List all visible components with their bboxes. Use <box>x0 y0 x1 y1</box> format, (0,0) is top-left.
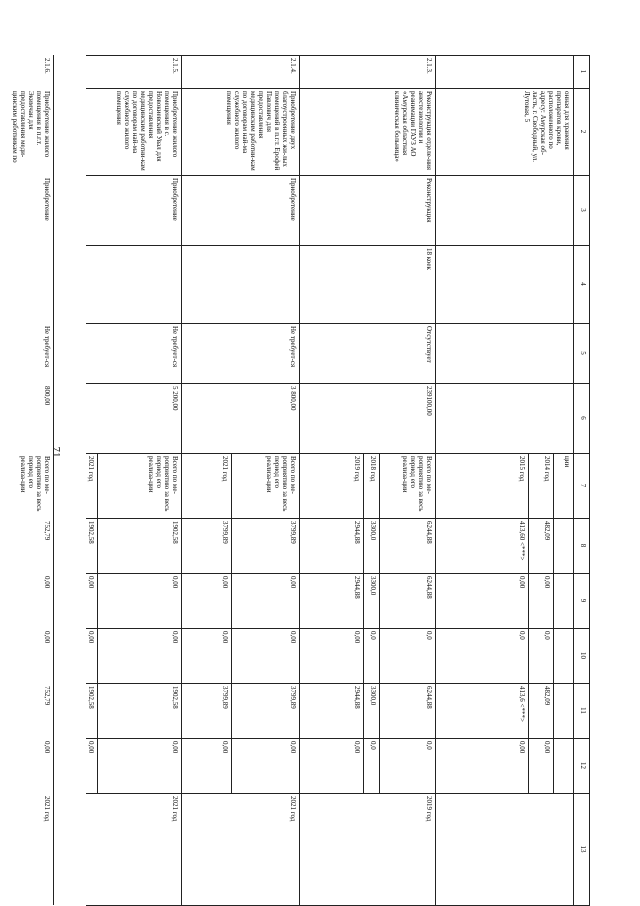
column-divider <box>86 518 590 519</box>
cell-period: 2019 год <box>353 456 361 482</box>
page-number: 71 <box>50 446 62 458</box>
cell-cost-est: 800,00 <box>43 386 51 406</box>
cell-v11 <box>557 686 571 735</box>
cell-v10: 0,00 <box>221 631 229 644</box>
cell-name: Приобретение жилого помещения в п.г.т. Экимчан для предоставления меди-цинским работникам по <box>11 91 51 163</box>
cell-num: 2.1.5. <box>171 58 179 74</box>
column-header: 3 <box>579 208 587 212</box>
cell-v12: 0,00 <box>171 741 179 754</box>
cell-period: Всего по ме-роприятию за весь период его реализа-ции <box>265 456 297 512</box>
cell-power <box>185 248 297 320</box>
subrow-divider <box>553 453 554 793</box>
column-divider <box>86 738 590 739</box>
cell-v13: 2019 год <box>425 796 433 822</box>
cell-v10: 0,0 <box>425 631 433 640</box>
cell-num: 2.1.4. <box>289 58 297 74</box>
table-border-top <box>589 55 590 905</box>
cell-kind: Приобретение <box>289 178 297 221</box>
subrow-divider <box>379 453 380 793</box>
cell-v9 <box>557 576 571 625</box>
cell-v12 <box>557 741 571 790</box>
cell-kind: Приобретение <box>171 178 179 221</box>
cell-v8: 3799,89 <box>221 521 229 544</box>
cell-cost-est: 239100,00 <box>425 386 433 416</box>
subrow-divider <box>97 453 98 793</box>
column-header: 4 <box>579 282 587 286</box>
cell-v13 <box>532 796 551 902</box>
cell-v9: 0,00 <box>543 576 551 589</box>
column-divider <box>86 88 590 89</box>
cell-v10: 0,00 <box>353 631 361 644</box>
cell-num: 2.1.3. <box>425 58 433 74</box>
cell-v10: 0,00 <box>87 631 95 644</box>
cell-v11: 1902,58 <box>87 686 95 709</box>
row-divider <box>53 55 54 905</box>
cell-power: 18 коек <box>425 248 433 270</box>
cell-v9: 0,00 <box>87 576 95 589</box>
cell-v13 <box>351 796 361 902</box>
cell-v10: 0,0 <box>543 631 551 640</box>
cell-v8: 413,60 <***> <box>518 521 526 561</box>
cell-name: Реконструкция отделе-ния анестезиологии и реанимации ГАУЗ АО «Амурская областная клиническая больница» <box>393 91 433 170</box>
column-header: 13 <box>579 845 587 853</box>
subrow-divider <box>363 453 364 793</box>
cell-name: Приобретение двух благоустроенных жи-лых помещений в п.г.т. Ерофей Павлович для предоставления медицинским работни-кам по договорам най-ма служебного жилого помещения <box>225 91 297 171</box>
cell-v12: 0,0 <box>369 741 377 750</box>
cell-num <box>439 58 571 85</box>
cell-v9: 2944,88 <box>353 576 361 599</box>
column-divider <box>86 453 590 454</box>
cell-v9: 0,00 <box>518 576 526 589</box>
cell-v9: 0,00 <box>43 576 51 589</box>
cell-v9: 3300,0 <box>369 576 377 596</box>
cell-power <box>89 248 179 320</box>
column-header: 7 <box>579 483 587 488</box>
cell-v12: 0,00 <box>87 741 95 754</box>
column-header: 5 <box>579 351 587 355</box>
cell-v11: 413,6 <***> <box>518 686 526 722</box>
column-divider <box>86 323 590 324</box>
row-divider <box>299 55 300 905</box>
cell-period: ции <box>563 456 571 468</box>
cell-cost-doc: Отсутствует <box>425 326 433 363</box>
cell-period: 2021 год <box>87 456 95 482</box>
cell-v13 <box>557 796 571 902</box>
cell-v9: 0,00 <box>221 576 229 589</box>
column-divider <box>86 383 590 384</box>
cell-v10: 0,00 <box>289 631 297 644</box>
cell-v13 <box>89 796 95 902</box>
cell-v12: 0,00 <box>518 741 526 754</box>
column-divider <box>86 793 590 794</box>
cell-period: 2018 год <box>369 456 377 482</box>
cell-v12: 0,00 <box>221 741 229 754</box>
cell-v13: 2021 год <box>289 796 297 822</box>
cell-v12: 0,00 <box>353 741 361 754</box>
cell-v8: 3799,89 <box>289 521 297 544</box>
cell-kind <box>439 178 571 242</box>
column-header: 10 <box>579 652 587 659</box>
cell-period: Всего по ме-роприятию за весь период его реализа-ции <box>147 456 179 512</box>
cell-kind: Приобретение <box>43 178 51 221</box>
cell-cost-doc: Не требует-ся <box>289 326 297 368</box>
cell-v11: 752,79 <box>43 686 51 706</box>
cell-v8: 482,09 <box>543 521 551 541</box>
cell-v9: 0,00 <box>289 576 297 589</box>
cell-cost-est: 5 200,00 <box>171 386 179 411</box>
cell-v13 <box>503 796 526 902</box>
cell-v12: 0,00 <box>43 741 51 754</box>
column-header: 2 <box>579 129 587 134</box>
cell-cost-doc <box>439 326 571 380</box>
cell-v11: 482,09 <box>543 686 551 706</box>
subrow-divider <box>231 453 232 793</box>
cell-period: Всего по ме-роприятию за весь период его реализа-ции <box>19 456 51 512</box>
cell-v12: 0,0 <box>425 741 433 750</box>
row-divider <box>181 55 182 905</box>
cell-v11: 3300,0 <box>369 686 377 706</box>
column-divider <box>86 628 590 629</box>
column-header: 12 <box>579 762 587 769</box>
cell-name: онная для хранения препаратов крови, расположенного по адресу: Амурская об-ласть, г. Свободный, ул. Лутовая, 5 <box>523 91 571 163</box>
cell-period: Всего по ме-роприятию за весь период его реализа-ции <box>401 456 433 512</box>
column-header: 6 <box>579 416 587 420</box>
cell-v12: 0,00 <box>289 741 297 754</box>
cell-v8: 2944,88 <box>353 521 361 544</box>
cell-v8: 1902,58 <box>171 521 179 544</box>
column-header: 1 <box>579 69 587 74</box>
cell-v13: 2021 год <box>171 796 179 822</box>
column-header: 8 <box>579 543 587 548</box>
cell-v11: 3799,89 <box>289 686 297 709</box>
cell-cost-est: 3 800,00 <box>289 386 297 411</box>
cell-v11: 6244,88 <box>425 686 433 709</box>
column-divider <box>86 55 590 56</box>
column-divider <box>86 683 590 684</box>
cell-v12: 0,00 <box>543 741 551 754</box>
cell-v10: 0,0 <box>518 631 526 640</box>
cell-v11: 3799,89 <box>221 686 229 709</box>
column-divider <box>86 175 590 176</box>
cell-cost-doc: Не требует-ся <box>171 326 179 368</box>
cell-v11: 1902,58 <box>171 686 179 709</box>
cell-v10: 0,0 <box>369 631 377 640</box>
cell-period: 2021 год <box>221 456 229 482</box>
cell-num: 2.1.6. <box>43 58 51 74</box>
subrow-divider <box>528 453 529 793</box>
cell-v10 <box>557 631 571 680</box>
cell-v13: 2021 год <box>43 796 51 822</box>
cell-power <box>439 248 571 320</box>
cell-period: 2014 год <box>543 456 551 482</box>
cell-v9: 0,00 <box>171 576 179 589</box>
column-header: 9 <box>579 598 587 603</box>
cell-name: Приобретение жилого помещения в с. Новокиевский Увал для предоставления медицинским работни-кам по договорам най-ма служебного жилого помещения <box>115 91 179 171</box>
cell-v11: 2944,88 <box>353 686 361 709</box>
cell-period: 2015 год <box>518 456 526 482</box>
cell-v8: 1902,58 <box>87 521 95 544</box>
cell-v8: 3300,0 <box>369 521 377 541</box>
cell-cost-est <box>439 386 571 450</box>
cell-v13 <box>367 796 377 902</box>
cell-v8: 752,79 <box>43 521 51 541</box>
column-divider <box>86 573 590 574</box>
row-divider <box>435 55 436 905</box>
header-divider <box>573 55 574 905</box>
column-header: 11 <box>579 707 587 714</box>
cell-cost-doc: Не требует-ся <box>43 326 51 368</box>
cell-v13 <box>185 796 229 902</box>
cell-v8 <box>557 521 571 570</box>
column-divider <box>86 245 590 246</box>
cell-v10: 0,00 <box>43 631 51 644</box>
cell-v10: 0,00 <box>171 631 179 644</box>
cell-v9: 6244,88 <box>425 576 433 599</box>
cell-kind: Реконструкция <box>425 178 433 223</box>
cell-v8: 6244,88 <box>425 521 433 544</box>
